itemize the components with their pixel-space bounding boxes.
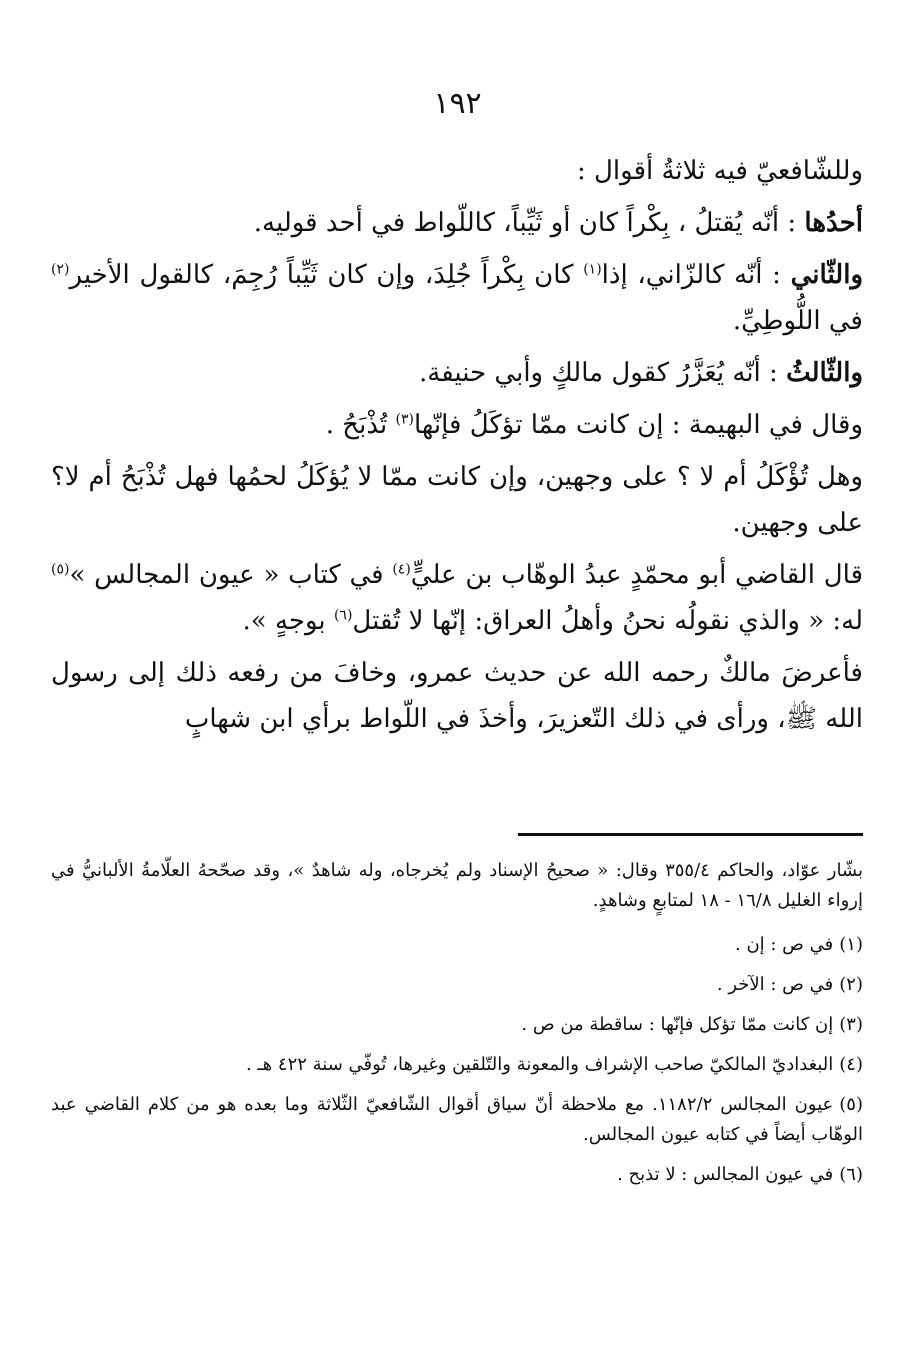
footnote-number: (٦) [839,1164,863,1185]
footnote-number: (٣) [839,1014,863,1035]
paragraph-text: وللشّافعيّ فيه ثلاثةُ أقوال : [577,156,863,186]
paragraph [51,148,863,194]
footnote-marker[interactable]: (٥) [51,561,70,578]
footnote-text: في ص : الآخر . [716,974,834,995]
footnote-item [51,970,863,1000]
paragraph [51,552,863,644]
paragraph [51,200,863,246]
footnote-marker[interactable]: (١) [583,261,602,278]
footnote-number: (٤) [839,1054,863,1075]
footnote-text: في عيون المجالس : لا تذبح . [617,1164,834,1185]
footnote-marker[interactable]: (٦) [333,607,353,624]
paragraph-text: وهل تُؤْكَلُ أم لا ؟ على وجهين، وإن كانت ممّا لا يُؤكَلُ لحمُها فهل تُذْبَحُ أم لا؟ على وجهين. [51,462,863,538]
paragraph [51,350,863,396]
footnote-number: (١) [839,934,863,955]
paragraph [51,454,863,546]
footnote-continuation: بشّار عوّاد، والحاكم ٣٥٥/٤ وقال: « صحيحُ الإسناد ولم يُخرجاه، وله شاهدٌ »، وقد صحّحهُ العلّامةُ الألبانيُّ في إرواء الغليل ١٦/٨ - ١٨ لمتابعٍ وشاهدٍ. [51,860,864,911]
footnote-item [51,1050,863,1080]
footnote-marker[interactable]: (٢) [51,261,70,278]
paragraph [51,402,863,448]
paragraph-text: كان بِكْراً جُلِدَ، وإن كان ثَيِّباً رُجِمَ، كالقول الأخير [69,260,584,290]
paragraph-text: تُذْبَحُ . [325,410,396,440]
paragraph-text: فأعرضَ مالكٌ رحمه الله عن حديث عمرو، وخافَ من رفعه ذلك إلى رسول الله ﷺ، ورأى في ذلك التّعزيرَ، وأخذَ في اللّواط برأي ابن شهابٍ [51,658,863,734]
paragraph-text: في اللُّوطِيِّ. [732,306,863,336]
footnote-text: إن كانت ممّا تؤكل فإنّها : ساقطة من ص . [521,1014,834,1035]
footnote-item [51,1090,863,1150]
page-number: ١٩٢ [433,86,482,121]
paragraph-lead: والثّاني [790,260,864,290]
paragraph-lead: والثّالثُ [786,358,863,388]
footnote-item [51,1160,863,1190]
paragraph-text: : أنّه يُقتلُ ، بِكْراً كان أو ثَيِّباً، كاللّواط في أحد قوليه. [253,208,805,238]
main-text [51,148,863,748]
footnote-marker[interactable]: (٤) [392,561,411,578]
footnote-text: عيون المجالس ١١٨٢/٢. مع ملاحظة أنّ سياق أقوال الشّافعيّ الثّلاثة وما بعده هو من كلام القاضي عبد الوهّاب أيضاً في كتابه عيون المجالس. [51,1094,863,1145]
footnote-number: (٥) [839,1094,863,1115]
paragraph-text: بوجهٍ ». [242,606,334,636]
footnote-marker[interactable]: (٣) [395,411,414,428]
footnote-item [51,930,863,960]
paragraph [51,650,863,742]
paragraph-text: له: « والذي نقولُه نحنُ وأهلُ العراق: إنّها لا تُقتل [352,606,863,636]
paragraph [51,252,863,344]
footnotes [51,856,863,1200]
footnote-item [51,1010,863,1040]
footnote-text: في ص : إن . [735,934,834,955]
paragraph-text: : أنّه كالزّاني، إذا [601,260,791,290]
footnote-number: (٢) [839,974,863,995]
paragraph-text: وقال في البهيمة : إن كانت ممّا تؤكَلُ فإنّها [413,410,863,440]
paragraph-text: في كتاب « عيون المجالس » [69,560,393,590]
paragraph-text: : أنّه يُعَزَّرُ كقول مالكٍ وأبي حنيفة. [419,358,787,388]
paragraph-text: قال القاضي أبو محمّدٍ عبدُ الوهّاب بن عليٍّ [410,560,863,590]
paragraph-lead: أحدُها [804,208,863,238]
footnote-divider [518,833,863,836]
footnote-text: البغداديّ المالكيّ صاحب الإشراف والمعونة والتّلقين وغيرها، تُوفّي سنة ٤٢٢ هـ . [245,1054,834,1075]
